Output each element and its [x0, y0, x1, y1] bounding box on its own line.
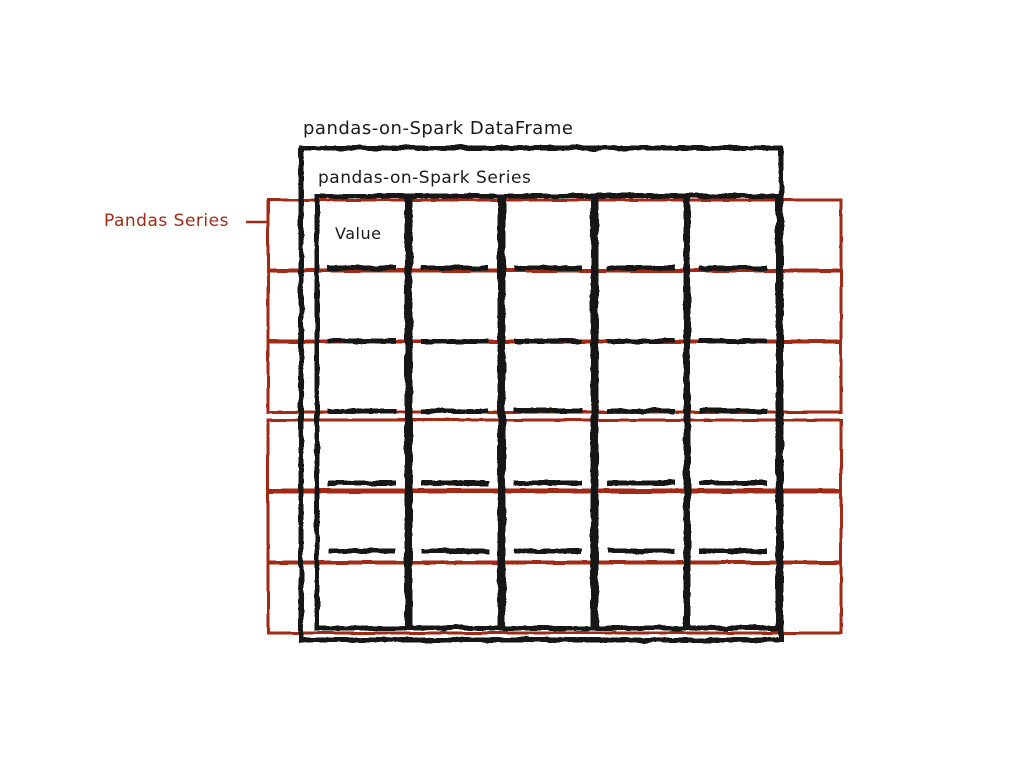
pandas-series-row-3	[268, 342, 841, 412]
pandas-series-row-4	[268, 420, 841, 490]
dataframe-outer-box	[301, 148, 781, 640]
pandas-series-row-6	[268, 563, 841, 633]
pandas-series-label: Pandas Series	[104, 211, 229, 231]
pandas-series-row-boxes	[268, 200, 841, 633]
value-label: Value	[335, 224, 382, 243]
series-label: pandas-on-Spark Series	[318, 168, 532, 188]
pandas-series-row-2	[268, 271, 841, 341]
cell-separators	[328, 268, 767, 551]
dataframe-label: pandas-on-Spark DataFrame	[303, 118, 574, 139]
